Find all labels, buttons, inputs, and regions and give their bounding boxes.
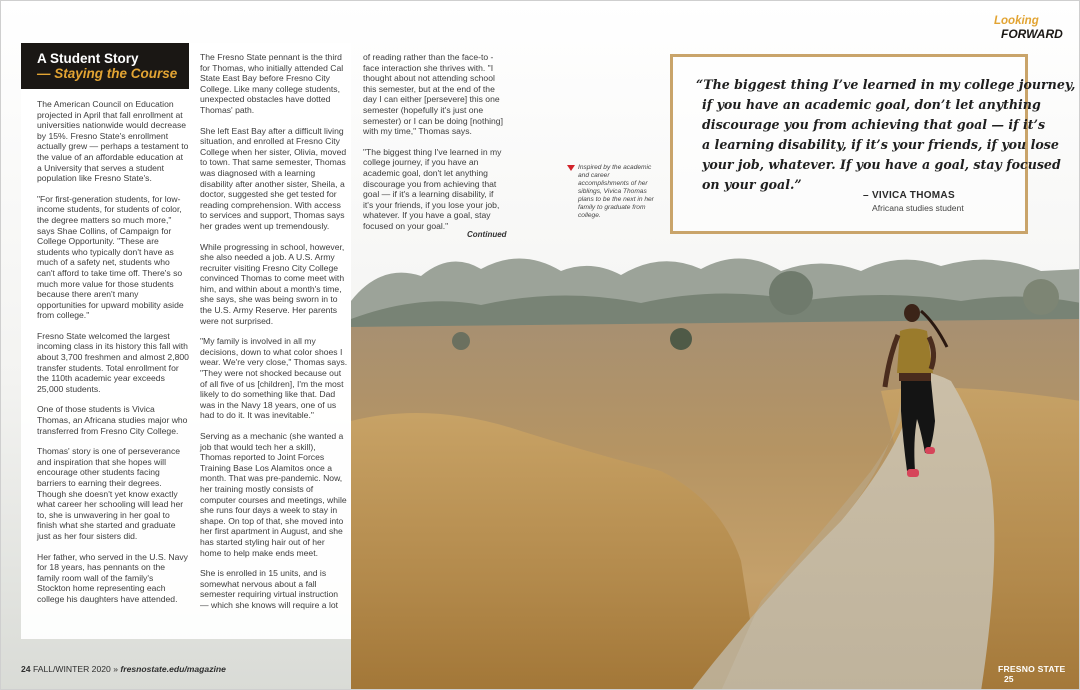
paragraph: "My family is involved in all my decisions, down to what color shoes I wear. We're very close," Thomas says. "They were not shocked because out of all five of us [children], I'm the most likely to do something like that. Dad was in the Navy 18 years, one of us had to do it. It was inevitable." xyxy=(200,336,348,421)
paragraph: She is enrolled in 15 units, and is somewhat nervous about a fall semester requiring virtual instruction — which she knows will require a lot xyxy=(200,568,339,610)
quote-line: your job, whatever. If you have a goal, stay focused xyxy=(702,157,1061,172)
quote-line: if you have an academic goal, don’t let anything xyxy=(702,97,1041,112)
article-column-1 xyxy=(37,99,189,615)
paragraph: She left East Bay after a difficult living situation, and enrolled at Fresno City College when her sister, Olivia, moved to town. That same semester, Thomas was diagnosed with a learning disability after another sister, Sheila, a doctor, suggested she get tested for reading comprehension. With access to services and support, Thomas says her grades went up tremendously. xyxy=(200,125,347,231)
issue-label: FALL/WINTER 2020 xyxy=(32,664,111,674)
page-number-right: 25 xyxy=(1004,674,1014,684)
quote-line: on your goal.” xyxy=(702,177,802,192)
separator: » xyxy=(113,664,118,674)
quote-line: “The biggest thing I’ve learned in my college journey, xyxy=(696,77,1076,92)
caption-text: Inspired by the academic and career accomplishments of her siblings, Vivica Thomas plans to be the next in her family to graduate from college. xyxy=(578,164,654,219)
paragraph: The American Council on Education projected in April that fall enrollment at universities nationwide would decrease by 15%. Fresno State's enrollment actually grew — perhaps a testament to the value of an affordable education at a University that serves a student population like Fresno State's. xyxy=(37,99,189,184)
pull-quote xyxy=(696,75,1076,195)
paragraph: One of those students is Vivica Thomas, an Africana studies major who transferred from Fresno City College. xyxy=(37,404,188,436)
paragraph: "For first-generation students, for low-income students, for students of color, the degree matters so much more," says Shae Collins, of Campaign for College Opportunity. "These are students who typically don't have as much of a safety net, students who can't afford to take time off. There's so much more value for those students because there aren't many opportunities for upward mobility aside from college." xyxy=(37,193,184,321)
quote-attribution: – VIVICA THOMAS xyxy=(863,190,955,201)
page-number-left: 24 xyxy=(21,664,31,674)
paragraph: While progressing in school, however, she also needed a job. A U.S. Army recruiter visiting Fresno City College convinced Thomas to come meet with him, and within about a month's time, she says, she was being sworn in to the U.S. Army Reserve. Her parents were not surprised. xyxy=(200,241,345,326)
quote-line: discourage you from achieving that goal — if it’s xyxy=(702,117,1046,132)
magazine-url-link[interactable]: fresnostate.edu/magazine xyxy=(120,664,226,674)
heading-line-2: — Staying the Course xyxy=(37,66,178,81)
paragraph: "The biggest thing I've learned in my college journey, if you have an academic goal, don't let anything discourage you from achieving that goal — if it's a learning disability, if it's your friends, if you lose your job, whatever. If you have a goal, stay focused on your goal." xyxy=(363,146,502,231)
paragraph: of reading rather than the face-to -face interaction she thrives with. "I thought about not attending school this semester, but at the end of the day I can either [persevere] this one semester (hopefully it's just one semester) or I can be doing [nothing] with my time," Thomas says. xyxy=(363,52,503,137)
paragraph: Serving as a mechanic (she wanted a job that would tech her a skill), Thomas reported to Joint Forces Training Base Los Alamitos once a month. That was pre-pandemic. Now, her training mostly consists of computer courses and meetings, while she runs four days a week to stay in shape. On top of that, she moved into her first apartment in August, and she has started styling hair out of her home to help make ends meet. xyxy=(200,431,347,558)
brand-logo-text: FRESNO STATE xyxy=(998,664,1066,674)
article-column-3 xyxy=(363,52,505,242)
paragraph: Her father, who served in the U.S. Navy for 18 years, has pennants on the family room wall of the family's Stockton home representing each college his daughters have attended. xyxy=(37,551,188,604)
section-label-looking: Looking xyxy=(994,15,1039,27)
paragraph: The Fresno State pennant is the third for Thomas, who initially attended Cal State East Bay before Fresno City College. Like many college students, unexpected obstacles have dotted Thomas' path. xyxy=(200,52,344,115)
footer-right xyxy=(998,664,1079,684)
section-label-forward: FORWARD xyxy=(1001,27,1063,41)
photo-caption xyxy=(567,164,659,220)
quote-role: Africana studies student xyxy=(872,203,964,213)
footer-left xyxy=(21,664,226,674)
paragraph: Thomas' story is one of perseverance and inspiration that she hopes will encourage other students facing barriers to earning their degrees. Though she doesn't yet know exactly what career her schooling will lead her to, she is unwavering in her goal to finish what she started and graduate just as her four sisters did. xyxy=(37,446,184,541)
quote-line: a learning disability, if it’s your friends, if you lose xyxy=(702,137,1059,152)
heading-line-1: A Student Story xyxy=(37,51,139,66)
story-heading xyxy=(21,43,189,89)
article-column-2 xyxy=(200,52,348,621)
paragraph: Fresno State welcomed the largest incoming class in its history this fall with about 3,700 freshmen and almost 2,800 transfer students. Total enrollment for the 110th academic year exceeds 25,000 students. xyxy=(37,330,189,394)
continued-label: Continued xyxy=(467,230,507,239)
